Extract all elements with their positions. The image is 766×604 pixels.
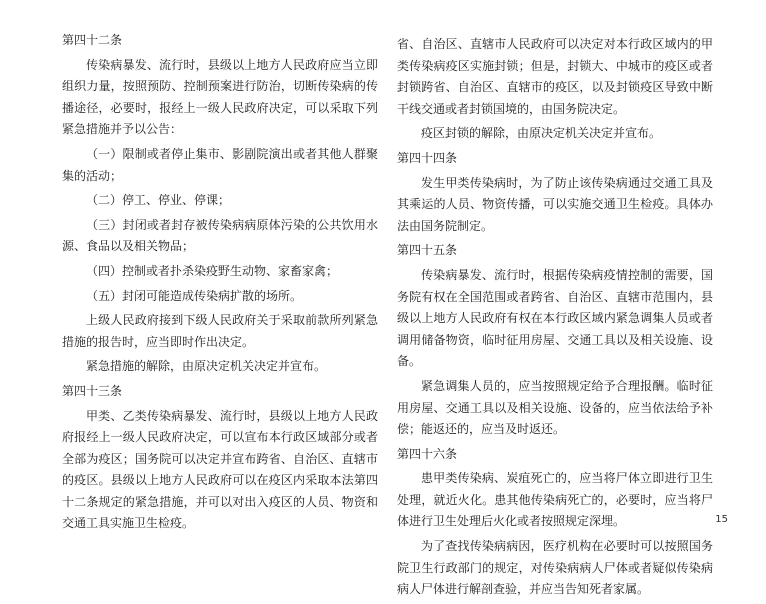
article-46-heading: 第四十六条 xyxy=(397,446,458,461)
paragraph: 为了查找传染病病因，医疗机构在必要时可以按照国务院卫生行政部门的规定，对传染病病人尸体或者疑似传染病病人尸体进行解剖查验，并应当告知死者家属。 xyxy=(397,539,713,597)
page-number: 15 xyxy=(715,514,728,525)
article-42-heading: 第四十二条 xyxy=(62,33,123,47)
paragraph: 甲类、乙类传染病暴发、流行时，县级以上地方人民政府报经上一级人民政府决定，可以宣布本行政区域部分或者全部为疫区；国务院可以决定并宣布跨省、自治区、直辖市的疫区。县级以上地方人民政府可以在疫区内采取本法第四十二条规定的紧急措施，并可以对出入疫区的人员、物资和交通工具实施卫生检疫。 xyxy=(62,408,378,531)
left-column xyxy=(62,30,378,538)
list-item: （一）限制或者停止集市、影剧院演出或者其他人群聚集的活动； xyxy=(62,146,378,183)
list-item: （二）停工、停业、停课； xyxy=(86,193,231,208)
article-44-heading: 第四十四条 xyxy=(397,150,458,165)
paragraph: 疫区封锁的解除，由原决定机关决定并宣布。 xyxy=(421,126,662,141)
article-45-heading: 第四十五条 xyxy=(397,243,458,258)
list-item: （四）控制或者扑杀染疫野生动物、家畜家禽； xyxy=(86,263,339,278)
paragraph: 上级人民政府接到下级人民政府关于采取前款所列紧急措施的报告时，应当即时作出决定。 xyxy=(62,313,378,349)
paragraph: 紧急措施的解除，由原决定机关决定并宣布。 xyxy=(86,359,327,374)
paragraph: 患甲类传染病、炭疽死亡的，应当将尸体立即进行卫生处理，就近火化。患其他传染病死亡的，必要时，应当将尸体进行卫生处理后火化或者按照规定深埋。 xyxy=(397,471,713,529)
paragraph: 紧急调集人员的，应当按照规定给予合理报酬。临时征用房屋、交通工具以及相关设施、设备的，应当依法给予补偿；能返还的，应当及时返还。 xyxy=(397,378,713,437)
article-43-heading: 第四十三条 xyxy=(62,383,123,398)
paragraph: 传染病暴发、流行时，县级以上地方人民政府应当立即组织力量，按照预防、控制预案进行防治，切断传染病的传播途径，必要时，报经上一级人民政府决定，可以采取下列紧急措施并予以公告： xyxy=(62,57,378,137)
list-item: （三）封闭或者封存被传染病病原体污染的公共饮用水源、食品以及相关物品； xyxy=(62,217,378,254)
paragraph: 传染病暴发、流行时，根据传染病疫情控制的需要，国务院有权在全国范围或者跨省、自治区、直辖市范围内，县级以上地方人民政府有权在本行政区域内紧急调集人员或者调用储备物资，临时征用房屋、交通工具以及相关设施、设备。 xyxy=(397,267,713,369)
right-column xyxy=(397,34,713,604)
paragraph: 发生甲类传染病时，为了防止该传染病通过交通工具及其乘运的人员、物资传播，可以实施交通卫生检疫。具体办法由国务院制定。 xyxy=(397,175,713,233)
list-item: （五）封闭可能造成传染病扩散的场所。 xyxy=(86,288,303,303)
paragraph-continued: 省、自治区、直辖市人民政府可以决定对本行政区域内的甲类传染病疫区实施封锁；但是，封锁大、中城市的疫区或者封锁跨省、自治区、直辖市的疫区，以及封锁疫区导致中断干线交通或者封锁国境的，由国务院决定。 xyxy=(397,37,713,116)
